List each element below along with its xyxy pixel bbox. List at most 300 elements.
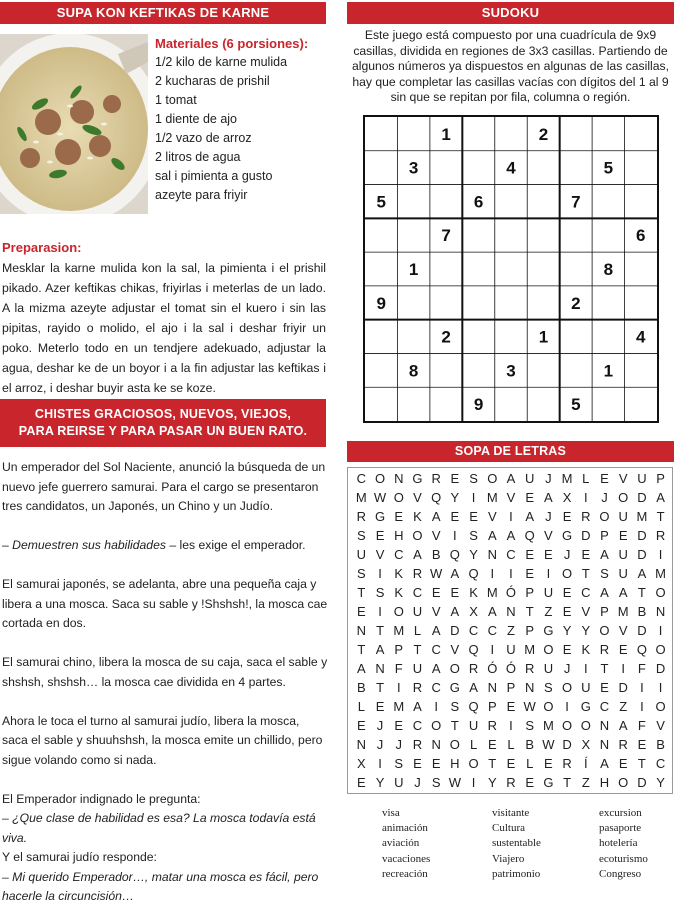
wordsearch-letter[interactable]: C xyxy=(412,718,423,733)
wordsearch-letter[interactable]: B xyxy=(525,737,535,752)
wordsearch-letter[interactable]: R xyxy=(618,737,628,752)
wordsearch-letter[interactable]: A xyxy=(431,623,441,638)
wordsearch-letter[interactable]: A xyxy=(600,585,609,600)
wordsearch-letter[interactable]: O xyxy=(431,718,442,733)
sudoku-cell[interactable] xyxy=(397,185,429,219)
wordsearch-letter[interactable]: T xyxy=(656,509,665,524)
wordsearch-letter[interactable]: G xyxy=(374,509,386,524)
wordsearch-letter[interactable]: P xyxy=(394,642,404,657)
wordsearch-letter[interactable]: V xyxy=(506,490,516,505)
wordsearch-letter[interactable]: O xyxy=(655,642,666,657)
sudoku-cell[interactable] xyxy=(495,252,527,286)
wordsearch-letter[interactable]: X xyxy=(581,737,591,752)
wordsearch-letter[interactable]: R xyxy=(562,756,572,771)
sudoku-cell[interactable] xyxy=(365,252,397,286)
wordsearch-letter[interactable]: S xyxy=(394,756,404,771)
wordsearch-letter[interactable]: N xyxy=(431,737,441,752)
wordsearch-letter[interactable]: A xyxy=(450,566,460,581)
wordsearch-letter[interactable]: U xyxy=(618,509,628,524)
wordsearch-letter[interactable]: E xyxy=(525,566,535,581)
sudoku-cell[interactable] xyxy=(527,151,559,185)
sudoku-cell[interactable] xyxy=(592,320,624,354)
wordsearch-letter[interactable]: M xyxy=(486,490,498,505)
wordsearch-letter[interactable]: J xyxy=(601,490,608,505)
wordsearch-letter[interactable]: R xyxy=(412,737,423,752)
wordsearch-letter[interactable]: N xyxy=(375,661,385,676)
wordsearch-letter[interactable]: H xyxy=(599,775,610,790)
wordsearch-letter[interactable]: R xyxy=(412,680,423,695)
wordsearch-letter[interactable]: I xyxy=(658,623,663,638)
sudoku-cell[interactable] xyxy=(397,117,429,151)
wordsearch-letter[interactable]: I xyxy=(490,642,495,657)
wordsearch-letter[interactable]: I xyxy=(378,566,382,581)
wordsearch-letter[interactable]: R xyxy=(599,642,610,657)
wordsearch-letter[interactable]: D xyxy=(637,490,647,505)
wordsearch-letter[interactable]: O xyxy=(543,642,554,657)
sudoku-cell[interactable] xyxy=(365,387,397,421)
wordsearch-letter[interactable]: Q xyxy=(468,642,479,657)
sudoku-cell[interactable] xyxy=(397,387,429,421)
wordsearch-letter[interactable]: P xyxy=(487,699,497,714)
wordsearch-letter[interactable]: G xyxy=(543,775,554,790)
wordsearch-letter[interactable]: Y xyxy=(375,775,385,790)
wordsearch-letter[interactable]: E xyxy=(600,680,609,695)
wordsearch-letter[interactable]: B xyxy=(637,604,647,619)
wordsearch-letter[interactable]: R xyxy=(356,509,367,524)
wordsearch-letter[interactable]: E xyxy=(506,699,516,714)
wordsearch-letter[interactable]: C xyxy=(394,547,404,562)
sudoku-cell[interactable] xyxy=(430,353,462,387)
wordsearch-letter[interactable]: K xyxy=(581,642,591,657)
wordsearch-letter[interactable]: G xyxy=(449,680,460,695)
wordsearch-letter[interactable]: B xyxy=(357,680,366,695)
wordsearch-letter[interactable]: I xyxy=(378,604,382,619)
wordsearch-letter[interactable]: D xyxy=(637,528,647,543)
wordsearch-letter[interactable]: T xyxy=(488,756,497,771)
wordsearch-letter[interactable]: Q xyxy=(468,566,479,581)
wordsearch-letter[interactable]: I xyxy=(471,775,476,790)
wordsearch-letter[interactable]: T xyxy=(600,661,609,676)
wordsearch-letter[interactable]: E xyxy=(525,490,535,505)
sudoku-cell[interactable] xyxy=(397,286,429,320)
wordsearch-letter[interactable]: C xyxy=(506,547,516,562)
sudoku-cell[interactable] xyxy=(592,185,624,219)
sudoku-cell[interactable] xyxy=(430,286,462,320)
sudoku-cell[interactable] xyxy=(397,218,429,252)
wordsearch-letter[interactable]: T xyxy=(357,585,366,600)
wordsearch-letter[interactable]: V xyxy=(413,490,422,505)
wordsearch-letter[interactable]: O xyxy=(374,471,386,486)
wordsearch-letter[interactable]: I xyxy=(490,566,495,581)
wordsearch-letter[interactable]: V xyxy=(618,623,628,638)
sudoku-cell[interactable] xyxy=(430,185,462,219)
wordsearch-letter[interactable]: C xyxy=(487,623,497,638)
wordsearch-letter[interactable]: I xyxy=(621,661,625,676)
wordsearch-letter[interactable]: H xyxy=(450,756,460,771)
wordsearch-letter[interactable]: T xyxy=(637,756,646,771)
wordsearch-letter[interactable]: E xyxy=(637,737,647,752)
wordsearch-letter[interactable]: N xyxy=(599,737,610,752)
wordsearch-letter[interactable]: O xyxy=(449,661,460,676)
sudoku-cell[interactable] xyxy=(365,218,397,252)
wordsearch-letter[interactable]: T xyxy=(581,566,590,581)
wordsearch-letter[interactable]: O xyxy=(562,680,573,695)
sudoku-cell[interactable] xyxy=(592,218,624,252)
sudoku-cell[interactable] xyxy=(397,320,429,354)
wordsearch-letter[interactable]: R xyxy=(468,661,479,676)
wordsearch-letter[interactable]: R xyxy=(487,718,497,733)
sudoku-cell[interactable] xyxy=(430,151,462,185)
wordsearch-letter[interactable]: T xyxy=(357,642,366,657)
wordsearch-letter[interactable]: L xyxy=(507,737,515,752)
wordsearch-letter[interactable]: D xyxy=(618,680,628,695)
wordsearch-letter[interactable]: O xyxy=(393,604,404,619)
sudoku-grid[interactable] xyxy=(363,115,659,423)
wordsearch-letter[interactable]: A xyxy=(544,490,553,505)
wordsearch-letter[interactable]: I xyxy=(509,566,513,581)
wordsearch-letter[interactable]: J xyxy=(395,737,402,752)
sudoku-cell[interactable] xyxy=(625,117,657,151)
wordsearch-letter[interactable]: D xyxy=(562,737,572,752)
wordsearch-letter[interactable]: D xyxy=(637,623,647,638)
wordsearch-letter[interactable]: C xyxy=(599,699,610,714)
wordsearch-letter[interactable]: V xyxy=(431,528,441,543)
wordsearch-letter[interactable]: U xyxy=(637,471,647,486)
wordsearch-letter[interactable]: A xyxy=(357,661,366,676)
wordsearch-letter[interactable]: E xyxy=(431,756,441,771)
wordsearch-letter[interactable]: U xyxy=(543,585,554,600)
wordsearch-letter[interactable]: R xyxy=(412,566,423,581)
wordsearch-letter[interactable]: P xyxy=(656,471,665,486)
wordsearch-letter[interactable]: E xyxy=(357,718,366,733)
wordsearch-letter[interactable]: N xyxy=(506,604,516,619)
wordsearch-letter[interactable]: G xyxy=(543,623,554,638)
wordsearch-letter[interactable]: E xyxy=(506,756,516,771)
wordsearch-letter[interactable]: A xyxy=(431,661,441,676)
wordsearch-letter[interactable]: A xyxy=(487,528,497,543)
sudoku-cell[interactable] xyxy=(495,117,527,151)
wordsearch-letter[interactable]: D xyxy=(450,623,460,638)
wordsearch-letter[interactable]: I xyxy=(583,661,588,676)
wordsearch-letter[interactable]: S xyxy=(600,566,609,581)
wordsearch-letter[interactable]: M xyxy=(655,566,667,581)
sudoku-cell[interactable] xyxy=(365,117,397,151)
wordsearch-letter[interactable]: K xyxy=(394,566,404,581)
wordsearch-letter[interactable]: T xyxy=(376,623,385,638)
wordsearch-letter[interactable]: G xyxy=(580,699,591,714)
wordsearch-letter[interactable]: S xyxy=(450,699,460,714)
wordsearch-letter[interactable]: U xyxy=(412,661,423,676)
wordsearch-letter[interactable]: G xyxy=(412,471,423,486)
wordsearch-letter[interactable]: C xyxy=(468,623,479,638)
wordsearch-letter[interactable]: T xyxy=(563,775,572,790)
sudoku-cell[interactable] xyxy=(560,151,592,185)
wordsearch-letter[interactable]: T xyxy=(525,604,534,619)
wordsearch-letter[interactable]: O xyxy=(655,585,666,600)
wordsearch-letter[interactable]: S xyxy=(357,528,366,543)
sudoku-cell[interactable] xyxy=(527,252,559,286)
wordsearch-letter[interactable]: Ó xyxy=(505,585,517,600)
wordsearch-letter[interactable]: A xyxy=(637,566,647,581)
sudoku-cell[interactable] xyxy=(560,353,592,387)
wordsearch-letter[interactable]: Z xyxy=(544,604,553,619)
wordsearch-letter[interactable]: K xyxy=(413,509,422,524)
wordsearch-letter[interactable]: R xyxy=(431,471,441,486)
wordsearch-letter[interactable]: I xyxy=(565,699,569,714)
wordsearch-letter[interactable]: E xyxy=(357,775,366,790)
sudoku-cell[interactable] xyxy=(462,151,494,185)
wordsearch-letter[interactable]: O xyxy=(562,718,573,733)
wordsearch-letter[interactable]: J xyxy=(376,737,384,752)
wordsearch-letter[interactable]: I xyxy=(546,566,551,581)
wordsearch-letter[interactable]: E xyxy=(487,737,497,752)
wordsearch-letter[interactable]: P xyxy=(525,585,535,600)
sudoku-cell[interactable] xyxy=(527,353,559,387)
sudoku-cell[interactable] xyxy=(495,185,527,219)
wordsearch-letter[interactable]: M xyxy=(617,604,629,619)
wordsearch-letter[interactable]: A xyxy=(618,718,628,733)
wordsearch-letter[interactable]: J xyxy=(545,471,552,486)
wordsearch-letter[interactable]: W xyxy=(542,737,555,752)
wordsearch-letter[interactable]: O xyxy=(655,699,666,714)
wordsearch-letter[interactable]: C xyxy=(431,680,441,695)
wordsearch-letter[interactable]: Y xyxy=(469,547,478,562)
wordsearch-letter[interactable]: A xyxy=(506,471,516,486)
wordsearch-letter[interactable]: D xyxy=(655,661,666,676)
wordsearch-letter[interactable]: M xyxy=(542,718,554,733)
wordsearch-letter[interactable]: V xyxy=(431,604,441,619)
wordsearch-letter[interactable]: I xyxy=(509,509,513,524)
wordsearch-letter[interactable]: R xyxy=(524,661,535,676)
wordsearch-letter[interactable]: Q xyxy=(524,528,535,543)
wordsearch-letter[interactable]: L xyxy=(526,756,534,771)
wordsearch-letter[interactable]: E xyxy=(562,509,572,524)
wordsearch-letter[interactable]: J xyxy=(563,661,571,676)
wordsearch-letter[interactable]: U xyxy=(618,566,628,581)
wordsearch-letter[interactable]: Í xyxy=(583,756,588,771)
wordsearch-letter[interactable]: I xyxy=(396,680,401,695)
wordsearch-letter[interactable]: O xyxy=(618,490,629,505)
wordsearch-letter[interactable]: A xyxy=(450,604,460,619)
wordsearch-letter[interactable]: J xyxy=(545,509,552,524)
wordsearch-letter[interactable]: L xyxy=(413,623,422,638)
wordsearch-letter[interactable]: E xyxy=(357,604,366,619)
wordsearch-letter[interactable]: V xyxy=(487,509,497,524)
wordsearch-letter[interactable]: D xyxy=(637,775,647,790)
wordsearch-letter[interactable]: F xyxy=(637,661,646,676)
sudoku-cell[interactable] xyxy=(592,117,624,151)
sudoku-cell[interactable] xyxy=(495,218,527,252)
wordsearch-letter[interactable]: Y xyxy=(656,775,665,790)
sudoku-cell[interactable] xyxy=(625,387,657,421)
wordsearch-letter[interactable]: N xyxy=(356,737,367,752)
wordsearch-letter[interactable]: E xyxy=(375,528,385,543)
wordsearch-letter[interactable]: Q xyxy=(449,547,460,562)
wordsearch-letter[interactable]: E xyxy=(544,547,553,562)
wordsearch-letter[interactable]: A xyxy=(413,547,422,562)
wordsearch-letter[interactable]: M xyxy=(486,585,498,600)
wordsearch-letter[interactable]: I xyxy=(509,718,513,733)
wordsearch-letter[interactable]: V xyxy=(581,604,591,619)
sudoku-cell[interactable] xyxy=(625,286,657,320)
wordsearch-letter[interactable]: J xyxy=(414,775,421,790)
wordsearch-letter[interactable]: T xyxy=(413,642,422,657)
wordsearch-letter[interactable]: N xyxy=(487,547,497,562)
wordsearch-letter[interactable]: O xyxy=(562,566,573,581)
sudoku-cell[interactable] xyxy=(365,320,397,354)
wordsearch-letter[interactable]: M xyxy=(636,509,648,524)
wordsearch-letter[interactable]: C xyxy=(581,585,591,600)
wordsearch-letter[interactable]: N xyxy=(356,623,367,638)
wordsearch-letter[interactable]: E xyxy=(469,509,478,524)
wordsearch-letter[interactable]: T xyxy=(637,585,646,600)
wordsearch-letter[interactable]: M xyxy=(561,471,573,486)
wordsearch-letter[interactable]: D xyxy=(581,528,591,543)
wordsearch-letter[interactable]: Y xyxy=(450,490,460,505)
wordsearch-letter[interactable]: E xyxy=(413,756,422,771)
wordsearch-letter[interactable]: E xyxy=(600,471,609,486)
wordsearch-letter[interactable]: I xyxy=(640,699,644,714)
sudoku-cell[interactable] xyxy=(527,185,559,219)
wordsearch-letter[interactable]: M xyxy=(393,623,405,638)
wordsearch-letter[interactable]: W xyxy=(523,699,536,714)
wordsearch-letter[interactable]: X xyxy=(357,756,366,771)
sudoku-cell[interactable] xyxy=(527,387,559,421)
wordsearch-letter[interactable]: S xyxy=(469,528,478,543)
sudoku-cell[interactable] xyxy=(592,387,624,421)
wordsearch-letter[interactable]: E xyxy=(618,756,628,771)
wordsearch-letter[interactable]: J xyxy=(376,718,384,733)
sudoku-cell[interactable] xyxy=(560,117,592,151)
sudoku-cell[interactable] xyxy=(462,286,494,320)
wordsearch-letter[interactable]: M xyxy=(355,490,367,505)
wordsearch-letter[interactable]: W xyxy=(430,566,443,581)
wordsearch-letter[interactable]: Ó xyxy=(487,661,498,676)
wordsearch-letter[interactable]: E xyxy=(618,642,628,657)
wordsearch-letter[interactable]: Ó xyxy=(505,661,517,676)
wordsearch-letter[interactable]: I xyxy=(658,680,663,695)
wordsearch-letter[interactable]: A xyxy=(469,680,478,695)
sudoku-cell[interactable] xyxy=(625,185,657,219)
sudoku-cell[interactable] xyxy=(560,218,592,252)
wordsearch-letter[interactable]: P xyxy=(600,528,609,543)
wordsearch-letter[interactable]: E xyxy=(450,585,460,600)
wordsearch-letter[interactable]: F xyxy=(394,661,403,676)
wordsearch-letter[interactable]: N xyxy=(599,718,610,733)
wordsearch-letter[interactable]: T xyxy=(376,680,385,695)
sudoku-cell[interactable] xyxy=(560,320,592,354)
wordsearch-letter[interactable]: U xyxy=(412,604,423,619)
wordsearch-letter[interactable]: E xyxy=(525,547,535,562)
wordsearch-letter[interactable]: L xyxy=(357,699,365,714)
wordsearch-letter[interactable]: S xyxy=(525,718,535,733)
sudoku-cell[interactable] xyxy=(495,387,527,421)
wordsearch-letter[interactable]: O xyxy=(412,528,423,543)
wordsearch-letter[interactable]: F xyxy=(637,718,646,733)
sudoku-cell[interactable] xyxy=(462,218,494,252)
sudoku-cell[interactable] xyxy=(495,320,527,354)
wordsearch-letter[interactable]: E xyxy=(375,699,385,714)
wordsearch-letter[interactable]: A xyxy=(487,604,497,619)
wordsearch-letter[interactable]: Y xyxy=(487,775,497,790)
wordsearch-letter[interactable]: K xyxy=(394,585,404,600)
wordsearch-letter[interactable]: U xyxy=(356,547,367,562)
sudoku-cell[interactable] xyxy=(462,117,494,151)
wordsearch-letter[interactable]: P xyxy=(506,680,516,695)
wordsearch-letter[interactable]: K xyxy=(469,585,478,600)
sudoku-cell[interactable] xyxy=(365,151,397,185)
wordsearch-letter[interactable]: M xyxy=(524,642,536,657)
wordsearch-letter[interactable]: U xyxy=(524,471,535,486)
wordsearch-letter[interactable]: A xyxy=(600,547,609,562)
wordsearch-letter[interactable]: G xyxy=(562,528,573,543)
wordsearch-letter[interactable]: C xyxy=(356,471,367,486)
wordsearch-letter[interactable]: P xyxy=(525,623,535,638)
wordsearch-letter[interactable]: M xyxy=(393,699,405,714)
wordsearch-letter[interactable]: O xyxy=(543,699,554,714)
wordsearch-letter[interactable]: L xyxy=(582,471,590,486)
wordsearch-letter[interactable]: I xyxy=(453,528,457,543)
sudoku-cell[interactable] xyxy=(365,353,397,387)
wordsearch-letter[interactable]: E xyxy=(562,604,572,619)
wordsearch-letter[interactable]: E xyxy=(450,509,460,524)
wordsearch-letter[interactable]: R xyxy=(581,509,591,524)
wordsearch-letter[interactable]: T xyxy=(450,718,459,733)
wordsearch-letter[interactable]: E xyxy=(394,509,404,524)
wordsearch-letter[interactable]: Y xyxy=(562,623,572,638)
wordsearch-letter[interactable]: O xyxy=(487,471,498,486)
wordsearch-letter[interactable]: H xyxy=(394,528,404,543)
wordsearch-letter[interactable]: U xyxy=(618,547,628,562)
sudoku-cell[interactable] xyxy=(462,252,494,286)
wordsearch-letter[interactable]: A xyxy=(375,642,385,657)
wordsearch-letter[interactable]: N xyxy=(655,604,666,619)
sudoku-cell[interactable] xyxy=(527,286,559,320)
sudoku-cell[interactable] xyxy=(430,387,462,421)
wordsearch-letter[interactable]: D xyxy=(637,547,647,562)
wordsearch-letter[interactable]: E xyxy=(562,585,572,600)
wordsearch-letter[interactable]: I xyxy=(658,547,663,562)
sudoku-cell[interactable] xyxy=(430,252,462,286)
wordsearch-letter[interactable]: J xyxy=(563,547,571,562)
wordsearch-letter[interactable]: I xyxy=(471,490,476,505)
wordsearch-letter[interactable]: V xyxy=(544,528,553,543)
wordsearch-letter[interactable]: Z xyxy=(581,775,590,790)
wordsearch-letter[interactable]: P xyxy=(600,604,609,619)
wordsearch-letter[interactable]: E xyxy=(562,642,572,657)
sudoku-cell[interactable] xyxy=(625,252,657,286)
sudoku-cell[interactable] xyxy=(625,151,657,185)
wordsearch-letter[interactable]: Q xyxy=(468,699,479,714)
wordsearch-letter[interactable]: U xyxy=(468,718,479,733)
wordsearch-letter[interactable]: I xyxy=(583,490,588,505)
sudoku-cell[interactable] xyxy=(527,218,559,252)
wordsearch-letter[interactable]: O xyxy=(468,756,479,771)
wordsearch-letter[interactable]: O xyxy=(618,775,629,790)
sudoku-cell[interactable] xyxy=(560,252,592,286)
wordsearch-letter[interactable]: S xyxy=(375,585,385,600)
wordsearch-letter[interactable]: V xyxy=(375,547,385,562)
wordsearch-letter[interactable]: E xyxy=(581,547,591,562)
wordsearch-letter[interactable]: A xyxy=(618,585,628,600)
wordsearch-letter[interactable]: C xyxy=(431,642,441,657)
wordsearch-letter[interactable]: N xyxy=(394,471,404,486)
wordsearch-letter[interactable]: O xyxy=(449,737,460,752)
sudoku-cell[interactable] xyxy=(462,320,494,354)
wordsearch-letter[interactable]: Q xyxy=(431,490,442,505)
sudoku-cell[interactable] xyxy=(625,353,657,387)
wordsearch-letter[interactable]: E xyxy=(450,471,460,486)
